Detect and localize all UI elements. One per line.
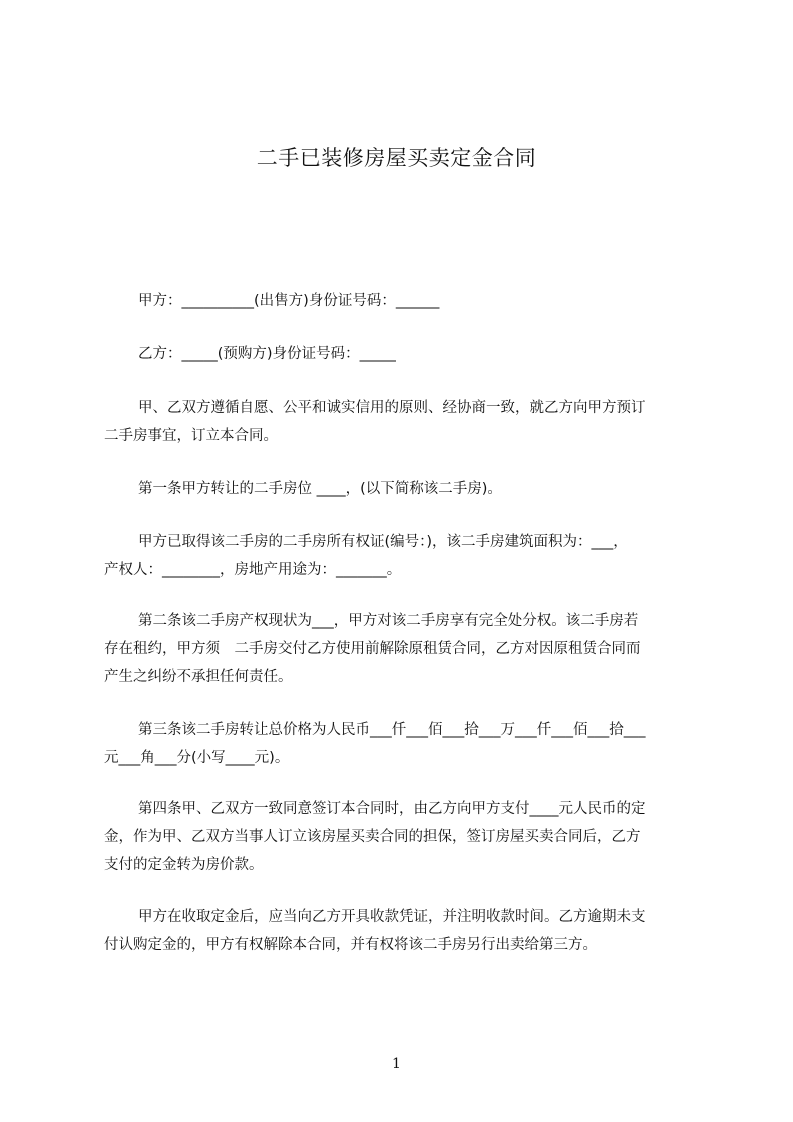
- paragraph-article-4: [104, 795, 700, 879]
- paragraph-line: 甲、乙双方遵循自愿、公平和诚实信用的原则、经协商一致，就乙方向甲方预订: [138, 400, 646, 416]
- paragraph-line: 第四条甲、乙双方一致同意签订本合同时，由乙方向甲方支付____元人民币的定: [138, 801, 646, 817]
- paragraph-line: 甲方已取得该二手房的二手房所有权证(编号：)，该二手房建筑面积为：___，: [138, 534, 628, 550]
- paragraph-party-a: [104, 287, 700, 315]
- paragraph-article-3: [104, 716, 700, 772]
- paragraph-line: 第一条甲方转让的二手房位 ____，(以下简称该二手房)。: [138, 481, 502, 497]
- paragraph-line: 二手房事宜，订立本合同。: [104, 428, 278, 444]
- paragraph-line: 第三条该二手房转让总价格为人民币___仟___佰___拾___万___仟___佰___拾___: [138, 722, 646, 738]
- paragraph-line: 付认购定金的，甲方有权解除本合同，并有权将该二手房另行出卖给第三方。: [104, 937, 597, 953]
- paragraph-line: 产权人：________，房地产用途为：_______。: [104, 562, 402, 578]
- paragraph-line: 甲方在收取定金后，应当向乙方开具收款凭证，并注明收款时间。乙方逾期未支: [138, 909, 646, 925]
- paragraph-ownership: [104, 528, 700, 584]
- document-title: 二手已装修房屋买卖定金合同: [256, 146, 537, 170]
- paragraph-deposit-receipt: [104, 903, 700, 959]
- paragraph-line: 乙方：_____(预购方)身份证号码：_____: [138, 346, 396, 362]
- paragraph-line: 支付的定金转为房价款。: [104, 857, 264, 873]
- paragraph-party-b: [104, 340, 700, 368]
- page-number: 1: [392, 1056, 401, 1072]
- paragraph-article-2: [104, 607, 700, 691]
- paragraph-line: 产生之纠纷不承担任何责任。: [104, 669, 293, 685]
- paragraph-line: 甲方：__________(出售方)身份证号码：______: [138, 293, 440, 309]
- paragraph-line: 元___角___分(小写____元)。: [104, 750, 290, 766]
- paragraph-line: 金，作为甲、乙双方当事人订立该房屋买卖合同的担保，签订房屋买卖合同后，乙方: [104, 829, 641, 845]
- paragraph-preamble: [104, 394, 700, 450]
- paragraph-line: 存在租约，甲方须 二手房交付乙方使用前解除原租赁合同，乙方对因原租赁合同而: [104, 641, 641, 657]
- paragraph-line: 第二条该二手房产权现状为___，甲方对该二手房享有完全处分权。该二手房若: [138, 613, 639, 629]
- paragraph-article-1: [104, 475, 700, 503]
